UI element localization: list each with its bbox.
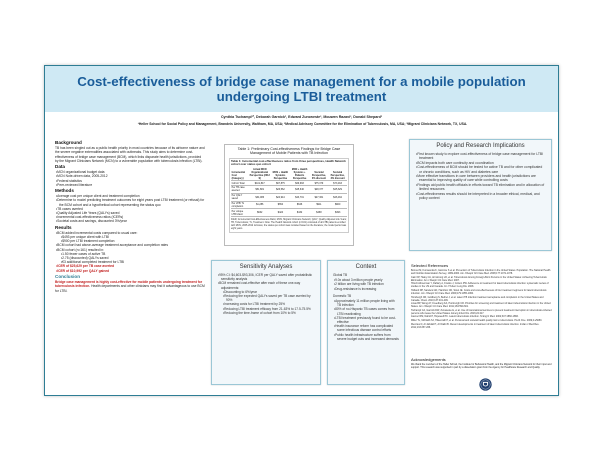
policy-heading: Policy and Research Implications — [436, 143, 525, 149]
table-cell: $24,944 — [271, 193, 289, 201]
list-item: • 2.75 (discounted) QALYs saved — [55, 256, 205, 260]
table-header-cell: MCN + Health Systems Perspective — [271, 167, 289, 180]
data-heading: Data — [55, 164, 65, 170]
list-item: • Reducing the time-frame of cohort from 10% to 5% — [217, 311, 315, 315]
conclusion-text — [55, 280, 205, 293]
table-cell: $1,286 — [248, 201, 271, 209]
list-item: • Incremental cost-effectiveness ratios (ICERs) — [55, 215, 205, 219]
table-body — [231, 181, 347, 217]
list-item: • Quality Adjusted Life Years (QALYs) saved — [55, 211, 205, 215]
table-cell: Per unique LTBI client — [231, 209, 248, 217]
list-item: • Societal costs and savings, discounted 3%/year — [55, 219, 205, 223]
affiliations: ¹Heller School for Social Policy and Management, Brandeis University, Waltham, MA, USA; ²Medical Advisory Committee for the Elimination of Tuberculosis, MA, USA; ³Migrant Clinicians Network, TX, USA. — [137, 122, 468, 126]
results-table-panel — [224, 144, 354, 246]
list-item: • 2 billion are living with TB infection — [333, 282, 399, 286]
acknowledgements-text: We thank the members of the Heller School, the Institute for Behavioral Health, and the Migrant Clinicians Network for their input and support. This research was supported in part by a dissertation grant from the Agency for Healthcare Research and Quality. — [411, 363, 552, 370]
context-heading: Context — [355, 264, 377, 270]
list-item: • $493 per unique client with LTBI — [55, 235, 205, 239]
list-item: • Approximately 11 million people living with TB infection — [333, 299, 399, 307]
title-band — [45, 66, 558, 112]
table-cell: $900 — [328, 201, 347, 209]
table-cell: $67,875 — [271, 181, 289, 186]
list-item: • Reducing LTBI treatment efficacy from 21-63% to 17.5-75.5% — [217, 307, 315, 311]
list-item: • $900 per LTBI treatment completion — [55, 239, 205, 243]
table-header-cell: Societal Perspective, 0% discount — [310, 167, 329, 180]
list-item: • Public health infrastructure suffers from severe budget cuts and increased demands — [333, 333, 399, 341]
table-row — [231, 193, 347, 201]
list-item: • First known study to explore cost-effectiveness of bridge case management for LTBI treatment — [415, 152, 546, 161]
conclusion-rest: Health departments and other clinicians may find it advantageous to use BCM for LTBI. — [55, 284, 205, 293]
results-heading: Results — [55, 224, 72, 230]
conclusion-highlight: Bridge case management is highly cost-effective for mobile patients undergoing treatment for tuberculosis infection. — [55, 280, 203, 289]
list-item: • BCM remained cost-effective after each of these one-way adjustments: — [217, 281, 315, 289]
reference-item: Linas BP, Wong AY, Freedberg KA, Horsburgh CR. Priorities for screening and treatment of latent tuberculosis infection in the United States. Am J Respir Crit Care Med. 2011;184:590-601. — [411, 302, 551, 309]
list-item: • BCM added incremental costs compared to usual care: — [55, 231, 205, 235]
table-cell: $468 — [310, 209, 329, 217]
table-cell: $632 — [248, 209, 271, 217]
policy-box — [409, 139, 552, 251]
reference-item: Miller TL, McNabb SJ, Hilsenrath P, et al. Personal and societal health quality lost to tuberculosis. PLoS One. 2009;4:e5080. — [411, 318, 543, 322]
list-item: • BCM cohort (n=161) resulted in: — [55, 248, 205, 252]
list-item: • 1.50 fewer cases of active TB — [55, 252, 205, 256]
domestic-tb-heading: Domestic TB — [333, 293, 352, 298]
table-cell: $493 — [328, 209, 347, 217]
list-item: • LTBI treatment previously found to be cost-effective — [333, 316, 399, 324]
table-cell: $27,361 — [310, 193, 329, 201]
table-cell: $51,881 — [248, 185, 271, 193]
list-item: • 95% CI: $4,603-$93,306, ICER per QALY saved after probabilistic sensitivity analysis — [217, 273, 315, 281]
references-section — [411, 262, 552, 329]
table-notes: ICER, Incremental Cost-Effectiveness Ratio; MCN, Migrant Clinicians Network; QALY, Quality Adjusted Life Years; TB, Tuberculosis; Tx, Treatment. Note: The Health Network cohort (n=161) consisted of all LTBI patients enrolled with MCN, 2005-2012 inclusive; the status quo cohort was modeled based on the literature; the model period was eight years. — [231, 218, 347, 230]
table-cell: $424 — [271, 209, 289, 217]
table-cell: $101,847 — [248, 181, 271, 186]
table-cell: Per LTBI Tx completion — [231, 201, 248, 209]
table-cell: $26,562 — [271, 185, 289, 193]
global-tb-list — [333, 278, 399, 291]
list-item: • Drug-resistance is increasing — [333, 287, 399, 291]
table-inner — [229, 158, 349, 233]
list-item: • ICER of $25,629 per TB case averted — [55, 264, 205, 268]
reference-item: Tschampl CA, Garnick DW, Zuroweste E, et al. Use of transnational services to prevent treatment interruption in tuberculosis-infected persons who leave the United States. Emerg Infect Dis. 2016;22:417. — [411, 308, 552, 315]
table-cell: $75,379 — [310, 181, 329, 186]
table-cell: $654 — [271, 201, 289, 209]
background-heading: Background — [55, 140, 82, 145]
list-item: • €3 additional completed treatment for LTBI — [55, 260, 205, 264]
table-cell: $646 — [290, 201, 310, 209]
list-item: • MCN organizational budget data — [55, 170, 205, 174]
table-cell: $911 — [310, 201, 329, 209]
poster-title: Cost-effectiveness of bridge case management for a mobile population undergoing LTBI treatment — [77, 74, 526, 104]
table-cell: $73,463 — [328, 181, 347, 186]
reference-item: Menzies D, Al Jahdali H, Al Otaibi B. Recent developments in treatment of latent tuberculosis infection. Indian J Med Res. 2011;133:257-266. — [411, 322, 540, 329]
table-cell: $34,086 — [248, 193, 271, 201]
table-cell: $432 — [290, 209, 310, 217]
authors: Cynthia Tschampl¹², Deborah Garnick¹, Edward Zuroweste³, Mouwen Razavi³, Donald Shepard¹ — [220, 115, 383, 119]
university-seal-icon — [479, 378, 492, 391]
acknowledgements-section — [411, 356, 552, 369]
table-cell: Per TB case averted — [231, 185, 248, 193]
table-row — [231, 185, 347, 193]
conclusion-heading: Conclusion — [55, 273, 81, 279]
table-cell: $25,646 — [290, 185, 310, 193]
list-item: • Health insurance reform has complicated some infectious disease control efforts — [333, 324, 399, 332]
list-item: • BCM cohort had above-average treatment acceptance and completion rates — [55, 243, 205, 247]
list-item: • ICER of $10,992 per QALY gained — [55, 269, 205, 273]
references-heading: Selected References — [411, 263, 449, 268]
table-row — [231, 201, 347, 209]
list-item: • Findings aid public health officials in efforts toward TB elimination and in allocation of limited resources — [415, 183, 546, 192]
policy-list — [415, 152, 546, 200]
table-cell: $69,993 — [290, 181, 310, 186]
list-item: • Determine to model predicting treatment outcomes for eight years post LTBI treatment (or refusal) for the BCM cohort and a hypothetical cohort representing the status quo — [55, 198, 205, 206]
sensitivity-heading: Sensitivity Analyses — [239, 264, 293, 270]
list-item: • TB cases averted — [55, 207, 205, 211]
domestic-tb-list — [333, 299, 399, 341]
list-item: • 9.0x about 3 million people yearly — [333, 278, 399, 282]
data-list — [55, 170, 205, 187]
reference-item: Bonnet M, Kumwenda K, Gammie S et al. Prevention of Tuberculosis Infection in the United States. Population. The National Health and Nutrition Examination Survey, 1999-2000. Am J Respir Crit Care Med. 2008;177:1071-1078. — [411, 269, 551, 276]
list-item: • MCN Note-driven data, 2005-2012 — [55, 174, 205, 178]
list-item: • Cost-effectiveness results should be interpreted in a broader ethical, medical, and policy context — [415, 192, 546, 201]
left-column — [55, 139, 205, 294]
reference-item: Jasmer RM, Nahid P, Hopewell PC. Latent tuberculosis infection. N Engl J Med. 2002;347:1860-1866. — [411, 315, 519, 319]
table-inner-title: Table 1: Incremental cost-effectiveness ratios from three perspectives, Health Network cohort over status quo cohort — [231, 158, 346, 167]
table-header-cell: MCN + Health Systems + Patients Perspective — [290, 167, 310, 180]
list-item: • Discounting to 6%/year — [217, 290, 315, 294]
methods-heading: Methods — [55, 188, 74, 194]
results-list — [55, 231, 205, 273]
list-item: • Average cost per unique client and treatment completion — [55, 194, 205, 198]
background-text: TB has been singled out as a public health priority in most countries because of its airborne nature and the severe negative externalities associated with outbreaks. This study aims to determine cost-effectiveness of bridge case management (BCM), which links disparate health jurisdictions, provided by the Migrant Clinicians Network (MCN) to a vulnerable population with tuberculosis infection (LTBI). — [55, 146, 205, 163]
reference-item: Hirsch-Moverman Y, Daftary A, Franks J, Colson PW. Adherence to treatment for latent tuberculosis infection: systematic review of studies in the US and Canada. Int J Tuberc Lung Dis. 2008. — [411, 282, 549, 289]
list-item: • Peer-reviewed literature — [55, 183, 205, 187]
table-caption: Table 1: Preliminary Cost-effectiveness Findings for Bridge Case Management of Mobile Patients with TB Infection — [237, 147, 341, 156]
list-item: • BCM impacts both care continuity and coordination — [415, 161, 546, 165]
table-cell: Cohort Total — [231, 181, 248, 186]
reference-item: Holland DP, Sanders GD, Hamilton CD, Stout JE. Costs and cost-effectiveness of four treatment regimens for latent tuberculosis infection. Am J Respir Crit Care Med. 2009;179:1055-1060. — [411, 288, 547, 295]
table-cell: $26,462 — [328, 193, 347, 201]
table-header-cell: Actual MCN Organizational Perspective (2012 $) — [249, 167, 270, 180]
acknowledgements-heading: Acknowledgements — [411, 357, 446, 362]
reference-item: Cain KP, Haley CA, Armstrong LR, et al. Tuberculosis Among Foreign-Born Persons in the United States: Achieving Tuberculosis Elimination. Am J Respir Crit Care Med. 2007. — [411, 275, 547, 282]
table-cell: $25,629 — [328, 185, 347, 193]
list-item: • Reducing the expected QALYs saved per TB case averted by 90% — [217, 294, 315, 302]
sensitivity-box — [211, 260, 321, 385]
table-cell: Per QALY saved — [231, 193, 248, 201]
list-item: • Federal statistics — [55, 179, 205, 183]
reference-item: Horsburgh CR, Goldberg S, Bethel J, et al. Latent TB infection treatment acceptance and completion in the United States and Canada. Chest. 2010;137:401-409. — [411, 295, 544, 302]
table-cell: $28,377 — [310, 185, 329, 193]
list-item: • Cost-effectiveness of BCM should be tested for active TB and for other complicated or chronic conditions, such as HIV and diabetes care — [415, 165, 546, 174]
list-item: • 80% of no-Hispanic TB cases comes from LTBI reactivating — [333, 307, 399, 315]
table-row — [231, 209, 347, 217]
methods-list — [55, 194, 205, 223]
table-header-row — [231, 167, 347, 180]
global-tb-heading: Global TB — [333, 273, 348, 277]
sensitivity-list — [217, 273, 315, 315]
references-list — [411, 269, 552, 328]
list-item: • Increasing costs for LTBI treatment by 25% — [217, 302, 315, 306]
table-cell: $23,701 — [290, 193, 310, 201]
context-box — [327, 260, 405, 385]
list-item: • More effective transitions in care between providers and health jurisdictions are essential to improving quality of care while controlling costs — [415, 174, 546, 183]
poster — [44, 65, 559, 396]
table-header-cell: Incremental Cost (Category) — [231, 167, 248, 180]
icer-table — [231, 167, 347, 217]
table-header-cell: Societal Perspective, 3% discount — [328, 167, 347, 180]
